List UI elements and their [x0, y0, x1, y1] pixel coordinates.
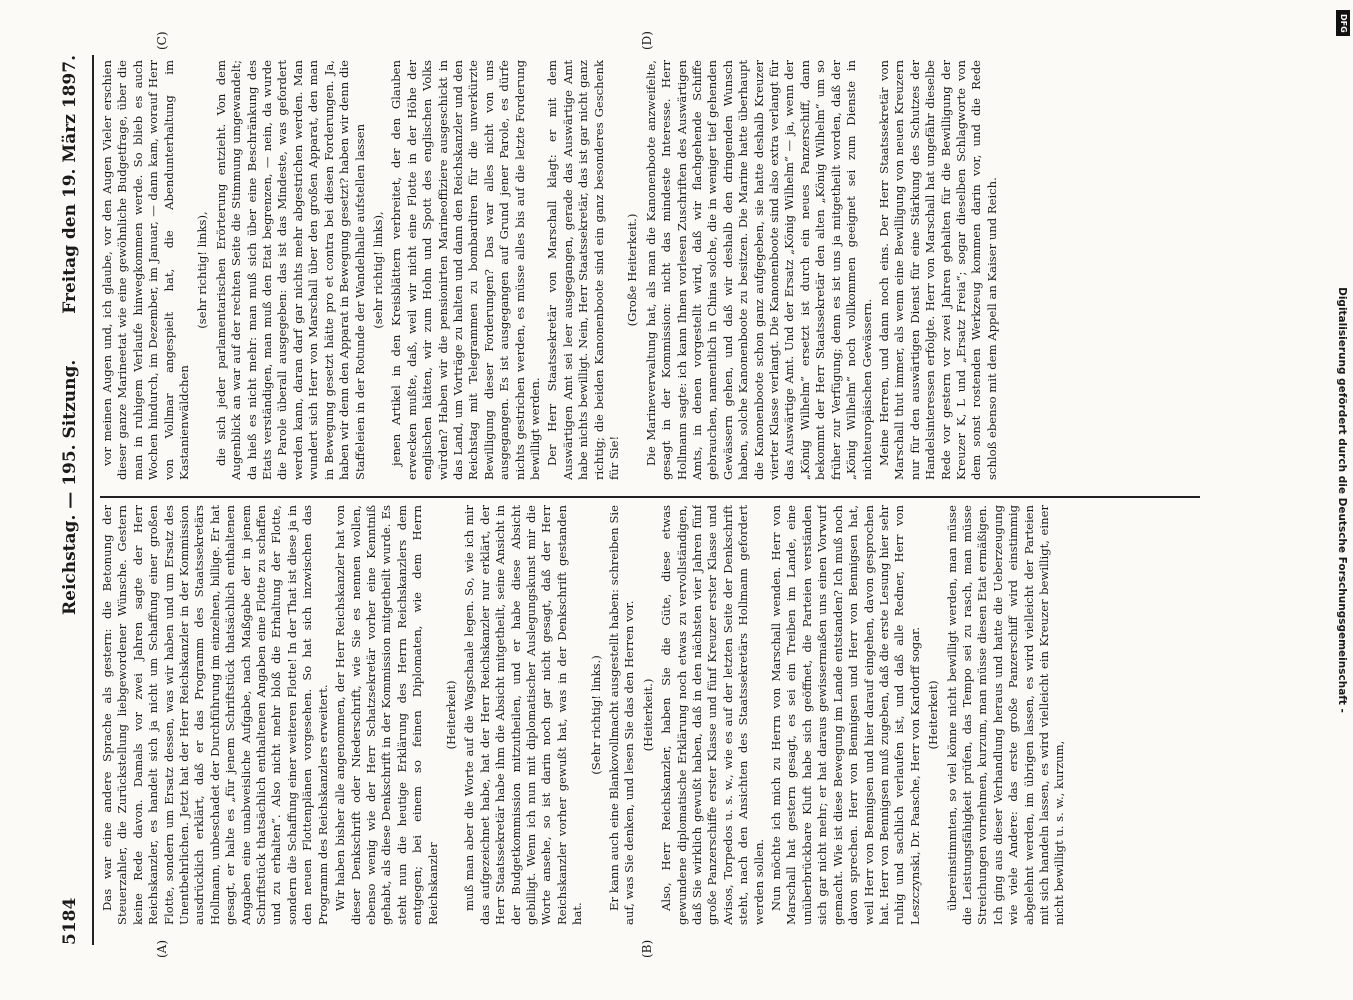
- funding-note: Digitalisierung gefördert durch die Deutsche Forschungsgemeinschaft -: [1336, 287, 1348, 713]
- header-rule: [92, 55, 94, 945]
- footer-strip: [1328, 0, 1353, 1000]
- paragraph: übereinstimmten, so viel könne nicht bewilligt werden, man müsse die Leistungsfähigkeit prüfen, das Tempo sei zu rasch, man müsse Streichungen vornehmen, kurzum, man müsse diesen Etat ermäßigen. Ich ging aus dieser Verhandlung heraus und hatte die Ueberzeugung wie viele Andere: das erste große Panzerschiff wird einstimmig abgelehnt werden, im übrigen lassen, es wird vielleicht der Parteien mit sich handeln lassen, es wird vielleicht ein Kreuzer bewilligt, einer nicht bewilligt u. s. w., kurzum,: [944, 505, 1067, 925]
- paragraph: muß man aber die Worte auf die Wagschaale legen. So, wie ich mir das aufgezeichnet habe, hat der Herr Reichskanzler nur erklärt, der Herr Staatssekretär habe ihm die Absicht mitgetheilt, seine Ansicht in der Budgetkommission mitzutheilen, und er habe diese Absicht gebilligt. Wenn ich nun mit diplomatischer Auslegungskunst mir die Worte ansehe, so ist darin noch gar nicht gesagt, daß der Herr Reichskanzler vorher gewußt hat, was in der Denkschrift gestanden hat.: [462, 505, 585, 925]
- paragraph: Nun möchte ich mich zu Herrn von Marschall wenden. Herr von Marschall hat gestern gesagt, es sei ein Treiben im Lande, eine unüberbrückbare Kluft habe sich geöffnet, die Parteien verständen sich gar nicht mehr; er hat daraus gewissermaßen uns einen Vorwurf gemacht. Wie ist diese Bewegung im Lande entstanden? Ich muß noch davon sprechen. Herr von Bennigsen und Herr von Bennigsen hat, weil Herr von Bennigsen und hier darauf eingehen, davon gesprochen hat. Herr von Bennigsen muß zugeben, daß die erste Lesung hier sehr ruhig und sachlich verlaufen ist, und daß alle Redner, Herr von Leszczynski, Dr. Paasche, Herr von Kardorff sogar.: [769, 505, 922, 925]
- interjection: (Heiterkeit.): [640, 678, 655, 752]
- dfg-logo: DFG: [1336, 10, 1350, 36]
- interjection: (Heiterkeit): [443, 680, 458, 750]
- interjection: (sehr richtig! links),: [195, 211, 210, 329]
- paragraph: vor meinen Augen und, ich glaube, vor den Augen Vieler erschien dieser ganze Marineetat wie eine gewöhnliche Budgetfrage, über die man in ruhigem Verlaufe hinwegkommen werde. So blieb es auch Wochen hindurch, im Dezember, im Januar, — dann kam, worauf Herr von Vollmar angespielt hat, die Abendunterhaltung im Kastanienwäldchen: [100, 60, 192, 480]
- margin-mark-b: (B): [640, 939, 654, 958]
- paragraph: Er kann auch eine Blankovollmacht ausgestellt haben: schreiben Sie auf, was Sie denken, und lesen Sie das den Herren vor.: [607, 505, 637, 925]
- paragraph: Wir haben bisher alle angenommen, der Herr Reichskanzler hat von dieser Denkschrift oder Niederschrift, wie Sie es nennen wollen, ebenso wenig wie der Herr Schatzsekretär vorher eine Kenntniß gehabt, als diese Denkschrift in der Kommission mitgetheilt wurde. Es steht nun die heutige Erklärung des Herrn Reichskanzlers dem entgegen; bei einem so feinen Diplomaten, wie dem Herrn Reichskanzler: [333, 505, 440, 925]
- right-column: [100, 60, 1220, 480]
- page-header: [60, 55, 88, 945]
- paragraph: Meine Herren, und dann noch eins. Der Herr Staatssekretär von Marschall thut immer, als wenn eine Bewilligung von neuen Kreuzern nur für den auswärtigen Dienst für eine Stärkung des Schutzes der Handelsinteressen erfolgte. Herr von Marschall hat ungefähr dieselbe Rede vor gestern vor zwei Jahren gehalten für die Bewilligung der Kreuzer K, L und „Ersatz Freia“; sogar dieselben Schlagworte von dem sonst rostenden Werkzeug kommen darin vor, und die Rede schloß ebenso mit dem Appell an Kaiser und Reich.: [876, 60, 999, 480]
- interjection: (Sehr richtig! links.): [588, 655, 603, 775]
- paragraph: Also, Herr Reichskanzler, haben Sie die Güte, diese etwas gewundene diplomatische Erklärung noch etwas zu vervollständigen, daß Sie wirklich gewußt haben, daß in den nächsten vier Jahren fünf große Panzerschiffe erster Klasse und fünf Kreuzer erster Klasse und Avisos, Torpedos u. s. w., wie es auf der letzten Seite der Denkschrift steht, nach den Ansichten des Staatssekretärs Hollmann gefordert werden sollen.: [659, 505, 766, 925]
- left-column: [100, 505, 1220, 925]
- session-title: Reichstag. — 195. Sitzung.: [60, 359, 80, 615]
- margin-mark-c: (C): [155, 31, 169, 50]
- paragraph: jenen Artikel in den Kreisblättern verbreitet, der den Glauben erwecken mußte, daß, weil wir nicht eine Flotte in der Höhe der englischen hätten, wir zum Hohn und Spott des englischen Volks würden? Haben wir die pensionirten Marineoffiziere ausgeschickt in das Land, um Vorträge zu halten und dann den Reichskanzler und den Reichstag mit Telegrammen zu bombardiren für die unverkürzte Bewilligung dieser Forderungen? Das war alles nicht von uns ausgegangen. Es ist ausgegangen auf Grund jener Parole, es dürfe nichts gestrichen werden, es müsse alles bis auf die letzte Forderung bewilligt werden.: [389, 60, 542, 480]
- margin-mark-d: (D): [640, 31, 654, 50]
- interjection: (Große Heiterkeit.): [625, 213, 640, 327]
- interjection: (sehr richtig! links),: [370, 211, 385, 329]
- interjection: (Heiterkeit): [926, 680, 941, 750]
- margin-mark-a: (A): [155, 939, 169, 958]
- paragraph: Die Marineverwaltung hat, als man die Kanonenboote anzweifelte, gesagt in der Kommission: nicht das mindeste Interesse. Herr Hollmann sagte: ich kann Ihnen vorlesen Zuschriften des Auswärtigen Amts, in denen vorgestellt wird, daß wir flachgehende Schiffe gebrauchen, namentlich in China solche, die in weniger tief gehenden Gewässern gehen, und daß wir deshalb den dringenden Wunsch haben, solche Kanonenboote zu besitzen. Die Marine hatte überhaupt die Kanonenboote schon ganz aufgegeben, sie hatte deshalb Kreuzer vierter Klasse verlangt. Die Kanonenboote sind also extra verlangt für das Auswärtige Amt. Und der Ersatz „König Wilhelm“ — ja, wenn der „König Wilhelm“ ersetzt ist durch ein neues Panzerschiff, dann bekommt der Herr Staatssekretär den alten „König Wilhelm“ um so früher zur Verfügung; denn es ist uns ja mitgetheilt worden, daß der „König Wilhelm“ noch vollkommen geeignet sei zum Dienste in nichteuropäischen Gewässern.: [643, 60, 874, 480]
- paragraph: Der Herr Staatssekretär von Marschall klagt: er mit dem Auswärtigen Amt sei leer ausgegangen, gerade das Auswärtige Amt habe nichts bewilligt. Nein, Herr Staatssekretär, das ist gar nicht ganz richtig; die beiden Kanonenboote sind ein ganz besonderes Geschenk für Sie!: [545, 60, 621, 480]
- page-number: 5184: [60, 897, 80, 945]
- paragraph: die sich jeder parlamentarischen Erörterung entzieht. Von dem Augenblick an war auf der rechten Seite die Stimmung umgewandelt; da hieß es nicht mehr: man muß sich über eine Beschränkung des Etats verständigen, man muß den Etat begrenzen, — nein, da wurde die Parole überall ausgegeben: das ist das Mindeste, was gefordert werden kann, daran darf gar nichts mehr abgestrichen werden. Man wundert sich Herr von Marschall über den großen Apparat, den man in Bewegung gesetzt hätte pro et contra bei diesen Forderungen. Ja, haben wir denn den Apparat in Bewegung gesetzt? haben wir denn die Staffeleien in der Rotunde der Wandelhalle aufstellen lassen: [213, 60, 367, 480]
- session-date: Freitag den 19. März 1897.: [60, 55, 80, 314]
- column-divider: [100, 496, 1200, 498]
- paragraph: Das war eine andere Sprache als gestern: die Betonung der Steuerzahler, die Zurückstellung liebgewordener Wünsche. Gestern keine Rede davon. Damals vor zwei Jahren sagte der Herr Reichskanzler, es handelt sich ja nicht um Schaffung einer großen Flotte, sondern um Ersatz dessen, was wir haben und um Ersatz des Unentbehrlichen. Jetzt hat der Herr Reichskanzler in der Kommission ausdrücklich erklärt, daß er das Programm des Staatssekretärs Hollmann, unbeschadet der Durchführung im einzelnen, billige. Er hat gesagt, er halte es „für jenem Schriftstück thatsächlich enthaltenen Angaben eine unabweisliche Aufgabe, nach Maßgabe der in jenem Schriftstück thatsächlich enthaltenen Angaben eine Flotte zu schaffen und zu erhalten“. Also nicht mehr bloß die Erhaltung der Flotte, sondern die Schaffung einer weiteren Flotte! In der That ist diese ja in den neuen Flottenplänen vorgesehen. So hat sich inzwischen das Programm des Reichskanzlers erweitert.: [100, 505, 330, 925]
